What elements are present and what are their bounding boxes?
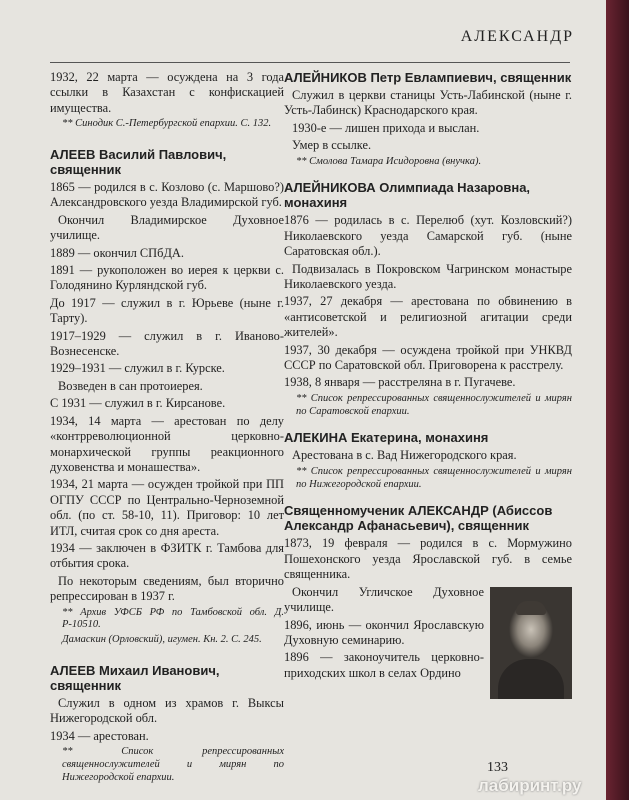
page-number: 133 xyxy=(487,760,508,775)
entry-line: 1896 — законоучитель церковно-приходских школ в селах Ордино xyxy=(284,650,484,680)
entry-line: Окончил Угличское Духовное училище. xyxy=(284,584,484,615)
entry-line: С 1931 — служил в г. Кирсанове. xyxy=(50,396,226,411)
entry-line: 1929–1931 — служил в г. Курске. xyxy=(50,361,225,376)
entry-line: 1934 — арестован. xyxy=(50,728,149,743)
entry-line: 1917–1929 — служил в г. Иваново-Вознесенске. xyxy=(50,328,284,359)
entry-line: 1937, 27 декабря — арестована по обвинению в «антисоветской и религиозной агитации среди жителей». xyxy=(284,294,572,340)
source-note: ** Архив УФСБ РФ по Тамбовской обл. Д. Р-10510. xyxy=(62,606,284,631)
entry-heading: АЛЕЕВ Василий Павлович, священник xyxy=(50,147,227,178)
entry-line: Окончил Владимирское Духовное училище. xyxy=(50,212,284,243)
entry-line: 1891 — рукоположен во иерея к церкви с. Голодянино Курляндской губ. xyxy=(50,263,284,293)
entry-heading: АЛЕЙНИКОВА Олимпиада Назаровна, монахиня xyxy=(284,180,531,211)
entry-line: По некоторым сведениям, был вторично репрессирован в 1937 г. xyxy=(50,573,284,604)
entry-heading: АЛЕЕВ Михаил Иванович, священник xyxy=(50,662,220,693)
source-note: ** Смолова Тамара Исидоровна (внучка). xyxy=(296,155,482,167)
source-note: ** Список репрессированных священнослужителей и мирян по Саратовской епархии. xyxy=(296,392,572,417)
header-rule xyxy=(50,62,570,63)
entry-line: 1889 — окончил СПбДА. xyxy=(50,245,184,260)
entry-heading: Священномученик АЛЕКСАНДР (Абиссов Александр Афанасьевич), священник xyxy=(284,503,553,534)
source-note: ** Синодик С.-Петербургской епархии. С. 132. xyxy=(62,118,272,130)
entry-line: 1932, 22 марта — осуждена на 3 года ссылки в Казахстан с конфискацией имущества. xyxy=(50,70,284,115)
entry-heading: АЛЕКИНА Екатерина, монахиня xyxy=(284,430,489,446)
entry-line: Умер в ссылке. xyxy=(292,138,372,153)
source-note: ** Список репрессированных священнослужителей и мирян по Нижегородской епархии. xyxy=(296,465,572,490)
entry-line: 1937, 30 декабря — осуждена тройкой при УНКВД СССР по Саратовской обл. Приговорена к расстрелу. xyxy=(284,342,572,373)
left-column xyxy=(50,70,284,787)
entry-line: 1934, 14 марта — арестован по делу «контрреволюционной церковно-монархической группы реакционного духовенства и монашества». xyxy=(50,413,284,474)
entry-line: 1865 — родился в с. Козлово (с. Маршово?) Александровского уезда Владимирской губ. xyxy=(50,180,284,210)
entry-line: 1938, 8 января — расстреляна в г. Пугачеве. xyxy=(284,375,516,390)
entry-line: 1934 — заключен в ФЗИТК г. Тамбова для отбытия срока. xyxy=(50,540,284,571)
entry-line: 1934, 21 марта — осужден тройкой при ПП ОГПУ СССР по Центрально-Черноземной обл. (по ст. 58-10, 11). Приговор: 10 лет ИТЛ, считая срок со дня ареста. xyxy=(50,477,284,538)
entry-line: 1930-е — лишен прихода и выслан. xyxy=(292,120,480,135)
right-column xyxy=(284,70,572,701)
entry-line: 1873, 19 февраля — родился в с. Мормужино Пошехонского уезда Ярославской губ. в семье священника. xyxy=(284,536,572,582)
entry-line: 1876 — родилась в с. Перелюб (хут. Козловский?) Николаевского уезда Самарской губ. (ныне Саратовская обл.). xyxy=(284,213,572,259)
entry-line: Возведен в сан протоиерея. xyxy=(58,378,203,393)
entry-line: Арестована в с. Вад Нижегородского края. xyxy=(292,448,517,463)
entry-line: До 1917 — служил в г. Юрьеве (ныне г. Тарту). xyxy=(50,295,284,326)
entry-line: Служил в одном из храмов г. Выксы Нижегородской обл. xyxy=(50,695,284,726)
watermark: лабиринт.ру xyxy=(478,776,582,795)
portrait-photo xyxy=(490,587,572,699)
entry-line: Подвизалась в Покровском Чагринском монастыре Николаевского уезда. xyxy=(284,261,572,292)
entry-line: 1896, июнь — окончил Ярославскую Духовную семинарию. xyxy=(284,617,484,647)
book-spine xyxy=(606,0,629,800)
source-note: ** Список репрессированных священнослужителей и мирян по Нижегородской епархии. xyxy=(62,746,284,783)
source-note: Дамаскин (Орловский), игумен. Кн. 2. С. 245. xyxy=(62,634,262,646)
entry-heading: АЛЕЙНИКОВ Петр Евлампиевич, священник xyxy=(284,70,572,85)
running-head: АЛЕКСАНДР xyxy=(460,28,574,45)
entry-line: Служил в церкви станицы Усть-Лабинской (ныне г. Усть-Лабинск) Краснодарского края. xyxy=(284,88,572,118)
